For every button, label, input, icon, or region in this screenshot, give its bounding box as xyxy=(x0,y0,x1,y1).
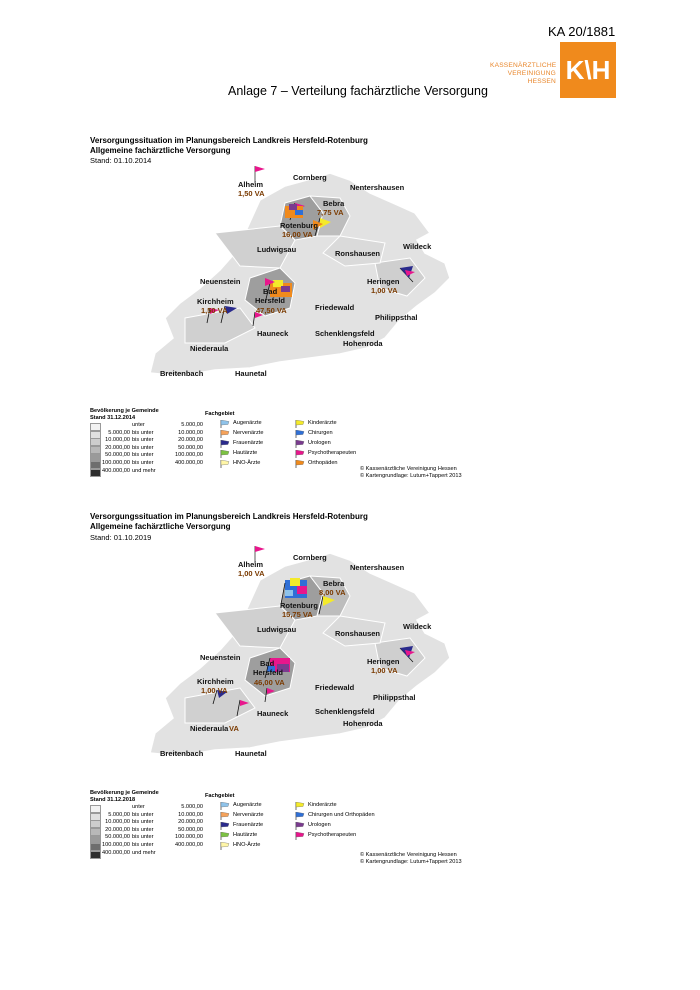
va-bebra: 7,75 VA xyxy=(317,208,344,217)
flag-icon xyxy=(220,812,230,820)
copyright: © Kassenärztliche Vereinigung Hessen © Kartengrundlage: Lutum+Tappert 2013 xyxy=(360,466,462,479)
fachgebiet-label: Kinderärzte xyxy=(308,802,337,808)
legend-pop-title: Bevölkerung je Gemeinde Stand 31.12.2014 xyxy=(90,408,159,421)
va-bebra: 8,00 VA xyxy=(319,588,346,597)
place-alheim: Alheim xyxy=(238,180,264,189)
va-kirchheim: 1,00 VA xyxy=(201,686,228,695)
place-niederaula: Niederaula xyxy=(190,344,229,353)
pop-class-mid: bis unter xyxy=(132,429,154,436)
place-haunetal: Haunetal xyxy=(235,369,267,378)
flag-icon xyxy=(220,420,230,428)
pop-class-lo: 50.000,00 xyxy=(105,452,130,459)
place-wildeck: Wildeck xyxy=(403,622,432,631)
flag-icon xyxy=(220,460,230,468)
pop-class-lo: 10.000,00 xyxy=(105,437,130,444)
legend-fach-title: Fachgebiet xyxy=(205,793,235,799)
flag-icon xyxy=(295,812,305,820)
va-alheim: 1,00 VA xyxy=(238,569,265,578)
place-heringen: Heringen xyxy=(367,277,400,286)
place-breitenbach: Breitenbach xyxy=(160,369,204,378)
map-date: Stand: 01.10.2019 xyxy=(90,533,152,542)
flag-icon xyxy=(220,822,230,830)
map-title: Versorgungssituation im Planungsbereich Landkreis Hersfeld-Rotenburg xyxy=(90,136,368,145)
place-philippsthal: Philippsthal xyxy=(373,693,416,702)
pop-class-mid: unter xyxy=(132,804,145,810)
fachgebiet-label: Urologen xyxy=(308,822,331,828)
fachgebiet-label: Orthopäden xyxy=(308,460,338,466)
flag-icon xyxy=(295,430,305,438)
place-cornberg: Cornberg xyxy=(293,173,327,182)
legend-fach-title: Fachgebiet xyxy=(205,411,235,417)
fachgebiet-label: Psychotherapeuten xyxy=(308,450,357,456)
va-hersfeld: 47,50 VA xyxy=(256,306,287,315)
pop-class-lo: 5.000,00 xyxy=(108,429,130,436)
flag-icon xyxy=(220,842,230,850)
map-legend xyxy=(90,790,490,870)
place-kirchheim: Kirchheim xyxy=(197,677,234,686)
flag-icon xyxy=(295,450,305,458)
place-bebra: Bebra xyxy=(323,579,345,588)
pop-class-hi: 5.000,00 xyxy=(181,804,203,810)
fachgebiet-label: Augenärzte xyxy=(233,420,262,426)
va-heringen: 1,00 VA xyxy=(371,666,398,675)
fachgebiet-label: HNO-Ärzte xyxy=(233,842,261,848)
place-ludwigsau: Ludwigsau xyxy=(257,625,297,634)
pop-class-mid: unter xyxy=(132,422,145,428)
pop-class-hi: 400.000,00 xyxy=(175,460,203,466)
pop-class-lo: 50.000,00 xyxy=(105,834,130,841)
place-philippsthal: Philippsthal xyxy=(375,313,418,322)
pop-class-hi: 10.000,00 xyxy=(178,811,203,818)
place-ronshausen: Ronshausen xyxy=(335,629,381,638)
fachgebiet-label: Augenärzte xyxy=(233,802,262,808)
pop-class-lo: 5.000,00 xyxy=(108,811,130,818)
va-rotenburg: 16,00 VA xyxy=(282,230,313,239)
district-map xyxy=(145,158,525,408)
pop-class-mid: und mehr xyxy=(132,467,156,474)
flag-icon xyxy=(295,420,305,428)
pop-class-hi: 100.000,00 xyxy=(175,834,203,841)
place-heringen: Heringen xyxy=(367,657,400,666)
pop-class-lo: 20.000,00 xyxy=(105,444,130,451)
fachgebiet-label: Chirurgen und Orthopäden xyxy=(308,812,375,818)
place-hauneck: Hauneck xyxy=(257,329,289,338)
pop-class-hi: 10.000,00 xyxy=(178,429,203,436)
map-panel-2014 xyxy=(90,128,570,498)
flag-icon xyxy=(295,460,305,468)
pop-class-mid: bis unter xyxy=(132,460,154,466)
pop-class-mid: bis unter xyxy=(132,842,154,848)
flag-icon xyxy=(295,802,305,810)
fachgebiet-label: Frauenärzte xyxy=(233,822,264,828)
place-nentershausen: Nentershausen xyxy=(350,563,405,572)
place-ludwigsau: Ludwigsau xyxy=(257,245,297,254)
place-bad: Bad xyxy=(260,659,275,668)
flag-icon xyxy=(220,450,230,458)
place-bad: Bad xyxy=(263,287,278,296)
flag-icon xyxy=(295,440,305,448)
place-nentershausen: Nentershausen xyxy=(350,183,405,192)
place-schenklengsfeld: Schenklengsfeld xyxy=(315,329,375,338)
pop-class-mid: bis unter xyxy=(132,444,154,451)
map-legend xyxy=(90,408,490,488)
flag-icon xyxy=(220,832,230,840)
va-niederaula: VA xyxy=(229,724,239,733)
place-alheim: Alheim xyxy=(238,560,264,569)
fachgebiet-label: Hautärzte xyxy=(233,450,258,456)
pop-class-mid: bis unter xyxy=(132,811,154,818)
pop-class-lo: 100.000,00 xyxy=(102,460,130,466)
pop-class-row xyxy=(90,850,205,858)
place-kirchheim: Kirchheim xyxy=(197,297,234,306)
place-hohenroda: Hohenroda xyxy=(343,719,383,728)
pop-class-lo: 20.000,00 xyxy=(105,826,130,833)
pop-class-mid: und mehr xyxy=(132,849,156,856)
pop-class-hi: 5.000,00 xyxy=(181,422,203,428)
fachgebiet-label: Hautärzte xyxy=(233,832,258,838)
place-breitenbach: Breitenbach xyxy=(160,749,204,758)
place-wildeck: Wildeck xyxy=(403,242,432,251)
map-title: Versorgungssituation im Planungsbereich Landkreis Hersfeld-Rotenburg xyxy=(90,512,368,521)
map-subtitle: Allgemeine fachärztliche Versorgung xyxy=(90,146,231,155)
place-hohenroda: Hohenroda xyxy=(343,339,383,348)
pop-class-hi: 50.000,00 xyxy=(178,444,203,451)
map-subtitle: Allgemeine fachärztliche Versorgung xyxy=(90,522,231,531)
fachgebiet-label: Frauenärzte xyxy=(233,440,264,446)
pop-class-hi: 100.000,00 xyxy=(175,452,203,459)
pop-class-row xyxy=(90,468,205,476)
place-cornberg: Cornberg xyxy=(293,553,327,562)
fachgebiet-label: Urologen xyxy=(308,440,331,446)
va-kirchheim: 1,50 VA xyxy=(201,306,228,315)
place-hersfeld: Hersfeld xyxy=(253,668,284,677)
flag-icon xyxy=(295,832,305,840)
kv-hessen-logo xyxy=(490,42,620,98)
pop-class-lo: 400.000,00 xyxy=(102,467,130,474)
fachgebiet-label: Chirurgen xyxy=(308,430,333,436)
fachgebiet-label: Nervenärzte xyxy=(233,812,264,818)
va-rotenburg: 15,75 VA xyxy=(282,610,313,619)
place-haunetal: Haunetal xyxy=(235,749,267,758)
fachgebiet-label: HNO-Ärzte xyxy=(233,460,261,466)
district-map xyxy=(145,538,525,788)
place-friedewald: Friedewald xyxy=(315,683,355,692)
map-date: Stand: 01.10.2014 xyxy=(90,156,152,165)
place-hauneck: Hauneck xyxy=(257,709,289,718)
place-rotenburg: Rotenburg xyxy=(280,601,318,610)
va-alheim: 1,50 VA xyxy=(238,189,265,198)
pop-class-hi: 20.000,00 xyxy=(178,819,203,826)
legend-pop-title: Bevölkerung je Gemeinde Stand 31.12.2018 xyxy=(90,790,159,803)
pop-class-hi: 50.000,00 xyxy=(178,826,203,833)
pop-class-mid: bis unter xyxy=(132,437,154,444)
fachgebiet-label: Psychotherapeuten xyxy=(308,832,357,838)
pop-class-lo: 100.000,00 xyxy=(102,842,130,848)
pop-class-lo: 10.000,00 xyxy=(105,819,130,826)
place-neuenstein: Neuenstein xyxy=(200,277,241,286)
flag-icon xyxy=(220,802,230,810)
pop-class-mid: bis unter xyxy=(132,819,154,826)
flag-icon xyxy=(220,440,230,448)
fachgebiet-label: Nervenärzte xyxy=(233,430,264,436)
place-neuenstein: Neuenstein xyxy=(200,653,241,662)
place-schenklengsfeld: Schenklengsfeld xyxy=(315,707,375,716)
logo-mark: K\H xyxy=(560,42,616,98)
place-ronshausen: Ronshausen xyxy=(335,249,381,258)
pop-class-lo: 400.000,00 xyxy=(102,849,130,856)
pop-class-hi: 400.000,00 xyxy=(175,842,203,848)
va-heringen: 1,00 VA xyxy=(371,286,398,295)
pop-class-mid: bis unter xyxy=(132,834,154,841)
pop-class-mid: bis unter xyxy=(132,452,154,459)
pop-class-mid: bis unter xyxy=(132,826,154,833)
place-rotenburg: Rotenburg xyxy=(280,221,318,230)
page-heading: Anlage 7 – Verteilung fachärztliche Versorgung xyxy=(228,84,488,98)
copyright: © Kassenärztliche Vereinigung Hessen © Kartengrundlage: Lutum+Tappert 2013 xyxy=(360,852,462,865)
flag-icon xyxy=(295,822,305,830)
logo-text: KASSENÄRZTLICHE VEREINIGUNG HESSEN xyxy=(490,62,557,85)
place-friedewald: Friedewald xyxy=(315,303,355,312)
place-bebra: Bebra xyxy=(323,199,345,208)
fachgebiet-label: Kinderärzte xyxy=(308,420,337,426)
map-panel-2019 xyxy=(90,510,570,880)
document-number: KA 20/1881 xyxy=(548,24,616,39)
place-hersfeld: Hersfeld xyxy=(255,296,286,305)
flag-icon xyxy=(220,430,230,438)
va-hersfeld: 46,00 VA xyxy=(254,678,285,687)
pop-class-hi: 20.000,00 xyxy=(178,437,203,444)
place-niederaula: Niederaula xyxy=(190,724,229,733)
